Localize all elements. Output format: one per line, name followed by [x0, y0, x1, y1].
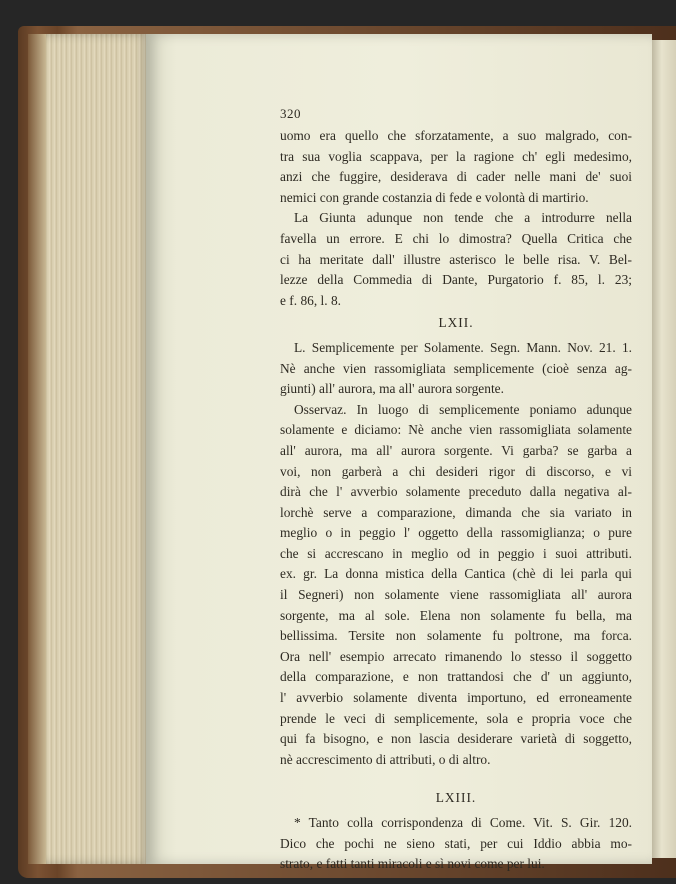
text-line: Nè anche vien rassomigliata semplicemente (cioè senza ag-	[280, 360, 632, 376]
text-line: bellissima. Tersite non solamente fu poltrone, ma forca.	[280, 628, 632, 644]
text-line: Ora nell' esempio arrecato rimanendo lo stesso il soggetto	[280, 648, 632, 664]
text-line: ci ha meritate dall' illustre asterisco le belle risa. V. Bel-	[280, 251, 632, 267]
text-line: che si accrescano in meglio od in peggio i suoi attributi.	[280, 545, 632, 561]
text-line: La Giunta adunque non tende che a introdurre nella	[294, 210, 632, 226]
text-line: Dico che pochi ne sieno stati, per cui Iddio abbia mo-	[280, 835, 632, 851]
text-line: prende le veci di semplicemente, sola e propria voce che	[280, 710, 632, 726]
text-line: anzi che fuggire, desiderava di cader nelle mani de' suoi	[280, 169, 632, 185]
section-heading-lxiii: LXIII.	[435, 790, 477, 806]
text-line: e f. 86, l. 8.	[280, 292, 341, 308]
text-line: il Segneri) non solamente viene rassomigliata all' aurora	[280, 587, 632, 603]
text-line: L. Semplicemente per Solamente. Segn. Mann. Nov. 21. 1.	[294, 339, 632, 355]
text-line: l' avverbio solamente diventa importuno, ed erroneamente	[280, 690, 632, 706]
text-line: all' aurora, ma all' aurora sorgente. Vi garba? se garba a	[280, 442, 632, 458]
text-line: qui fa bisogno, e non lascia desiderare varietà di soggetto,	[280, 731, 632, 747]
text-line: solamente e diciamo: Nè anche vien rassomigliata solamente	[280, 422, 632, 438]
text-line: nemici con grande costanzia di fede e volontà di martirio.	[280, 189, 589, 205]
text-line: giunti) all' aurora, ma all' aurora sorgente.	[280, 381, 504, 397]
section-heading-lxii: LXII.	[438, 315, 474, 331]
text-line: lorchè serve a comparazione, dimanda che sia variato in	[280, 504, 632, 520]
text-line: della comparazione, e non trattandosi che d' un aggiunto,	[280, 669, 632, 685]
text-line: uomo era quello che sforzatamente, a suo malgrado, con-	[280, 128, 632, 143]
text-line: strato, e fatti tanti miracoli e sì novi come per lui.	[280, 856, 545, 872]
text-line: dirà che l' avverbio solamente preceduto dalla negativa al-	[280, 484, 632, 500]
text-line: Osservaz. In luogo di semplicemente poniamo adunque	[294, 401, 632, 417]
text-line: tra sua voglia scappava, per la ragione ch' egli medesimo,	[280, 148, 632, 164]
text-line: nè accrescimento di attributi, o di altro.	[280, 751, 491, 767]
page-edges	[28, 34, 150, 864]
text-line: * Tanto colla corrispondenza di Come. Vit. S. Gir. 120.	[294, 815, 632, 830]
text-line: ex. gr. La donna mistica della Cantica (chè di lei parla qui	[280, 566, 632, 582]
page-text	[280, 104, 632, 875]
page-number: 320	[280, 106, 301, 121]
text-line: favella un errore. E chi lo dimostra? Quella Critica che	[280, 230, 632, 246]
text-line: lezze della Commedia di Dante, Purgatorio f. 85, l. 23;	[280, 272, 632, 288]
text-line: sorgente, ma al sole. Elena non solamente fu bella, ma	[280, 607, 632, 623]
text-line: voi, non garberà a chi desideri rigor di discorso, e vi	[280, 463, 632, 479]
facing-page-edge	[652, 40, 676, 858]
text-line: meglio o in peggio l' oggetto della rassomiglianza; o pure	[280, 525, 632, 541]
